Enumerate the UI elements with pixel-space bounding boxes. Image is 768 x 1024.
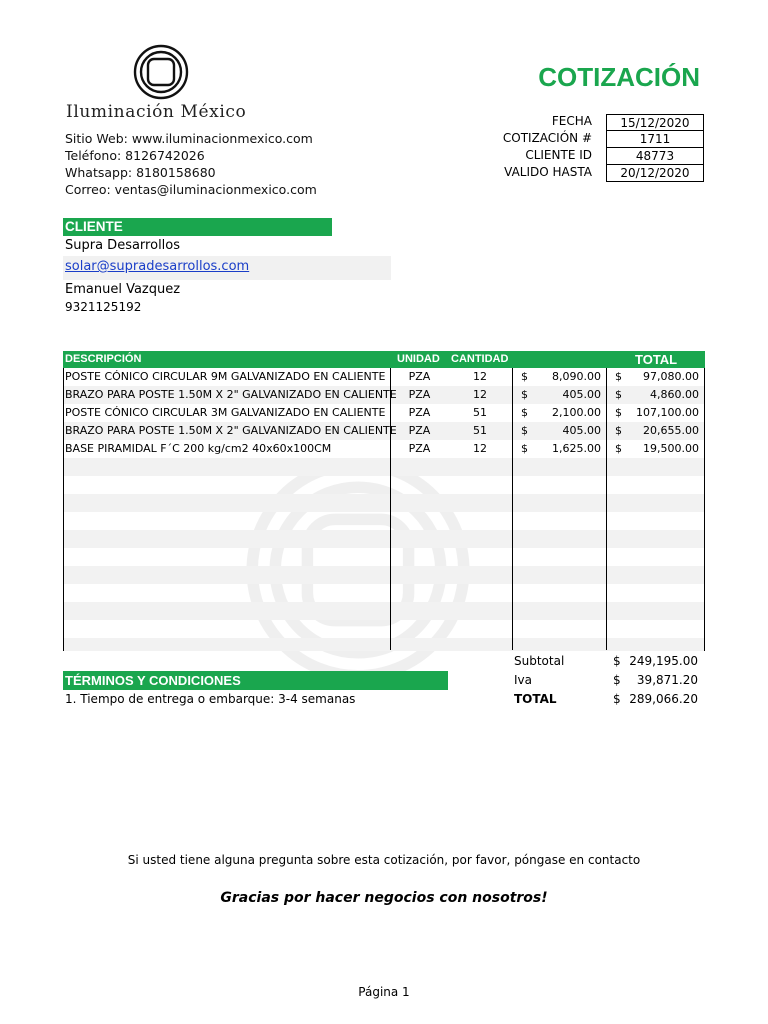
row-price-currency: $ — [521, 442, 528, 455]
grand-total-currency: $ — [613, 692, 621, 706]
row-total-currency: $ — [615, 370, 622, 383]
row-unit-price: 405.00 — [562, 424, 601, 437]
row-unit-price: 2,100.00 — [552, 406, 601, 419]
table-row — [64, 422, 704, 440]
company-phone: Teléfono: 8126742026 — [65, 148, 205, 163]
row-description: BASE PIRAMIDAL F´C 200 kg/cm2 40x60x100CM — [65, 442, 332, 455]
company-logo-icon — [133, 44, 189, 100]
tax-currency: $ — [613, 673, 621, 687]
row-unit: PZA — [408, 406, 431, 419]
table-stripe — [64, 602, 704, 620]
row-quantity: 12 — [473, 388, 487, 401]
row-price-currency: $ — [521, 388, 528, 401]
row-quantity: 12 — [473, 370, 487, 383]
company-name: Iluminación México — [66, 102, 247, 122]
table-stripe — [64, 530, 704, 548]
tax-value: 39,871.20 — [636, 673, 698, 687]
row-total-currency: $ — [615, 424, 622, 437]
subtotal-value: 249,195.00 — [629, 654, 698, 668]
row-price-currency: $ — [521, 370, 528, 383]
table-stripe — [64, 638, 704, 651]
meta-label-valid-until: VALIDO HASTA — [504, 165, 592, 179]
row-price-currency: $ — [521, 406, 528, 419]
header-quantity: CANTIDAD — [451, 353, 509, 365]
row-unit-price: 8,090.00 — [552, 370, 601, 383]
row-quantity: 51 — [473, 424, 487, 437]
meta-label-date: FECHA — [551, 114, 592, 128]
row-description: POSTE CÓNICO CIRCULAR 3M GALVANIZADO EN CALIENTE — [65, 406, 386, 419]
grand-total-label: TOTAL — [514, 692, 557, 706]
row-unit: PZA — [408, 388, 431, 401]
table-row — [64, 404, 704, 422]
company-whatsapp: Whatsapp: 8180158680 — [65, 165, 216, 180]
items-table — [63, 368, 705, 651]
client-phone: 9321125192 — [65, 300, 142, 314]
grand-total-value: 289,066.20 — [629, 692, 698, 706]
table-stripe — [64, 494, 704, 512]
tax-label: Iva — [514, 673, 532, 687]
row-unit: PZA — [408, 370, 431, 383]
table-row — [64, 368, 704, 386]
row-unit: PZA — [408, 442, 431, 455]
row-total: 107,100.00 — [636, 406, 699, 419]
meta-label-client-id: CLIENTE ID — [525, 148, 592, 162]
terms-line: 1. Tiempo de entrega o embarque: 3-4 semanas — [65, 692, 356, 706]
client-section-header: CLIENTE — [63, 218, 332, 236]
row-description: BRAZO PARA POSTE 1.50M X 2" GALVANIZADO EN CALIENTE — [65, 424, 397, 437]
header-description: DESCRIPCIÓN — [65, 353, 142, 365]
row-unit-price: 1,625.00 — [552, 442, 601, 455]
row-description: POSTE CÓNICO CIRCULAR 9M GALVANIZADO EN CALIENTE — [65, 370, 386, 383]
company-email: Correo: ventas@iluminacionmexico.com — [65, 182, 317, 197]
row-total-currency: $ — [615, 388, 622, 401]
meta-value-date: 15/12/2020 — [606, 114, 704, 131]
row-quantity: 51 — [473, 406, 487, 419]
items-table-header — [63, 351, 705, 368]
row-price-currency: $ — [521, 424, 528, 437]
row-total-currency: $ — [615, 442, 622, 455]
meta-value-client-id: 48773 — [606, 148, 704, 165]
table-stripe — [64, 566, 704, 584]
table-row — [64, 440, 704, 458]
row-unit: PZA — [408, 424, 431, 437]
page-number: Página 1 — [358, 985, 410, 999]
row-total-currency: $ — [615, 406, 622, 419]
row-total: 97,080.00 — [643, 370, 699, 383]
client-contact-name: Emanuel Vazquez — [65, 282, 181, 297]
footer-thanks: Gracias por hacer negocios con nosotros! — [220, 890, 548, 906]
footer-contact-note: Si usted tiene alguna pregunta sobre esta cotización, por favor, póngase en contacto — [127, 853, 641, 867]
header-unit: UNIDAD — [397, 353, 440, 365]
meta-label-quote-number: COTIZACIÓN # — [502, 131, 592, 145]
row-total: 4,860.00 — [650, 388, 699, 401]
client-company: Supra Desarrollos — [65, 238, 181, 253]
row-total: 20,655.00 — [643, 424, 699, 437]
table-row — [64, 386, 704, 404]
meta-value-quote-number: 1711 — [606, 131, 704, 148]
row-quantity: 12 — [473, 442, 487, 455]
meta-value-valid-until: 20/12/2020 — [606, 165, 704, 182]
row-total: 19,500.00 — [643, 442, 699, 455]
row-description: BRAZO PARA POSTE 1.50M X 2" GALVANIZADO EN CALIENTE — [65, 388, 397, 401]
document-title: COTIZACIÓN — [538, 62, 700, 92]
row-unit-price: 405.00 — [562, 388, 601, 401]
header-total: TOTAL — [635, 352, 678, 367]
company-website: Sitio Web: www.iluminacionmexico.com — [65, 131, 313, 146]
subtotal-label: Subtotal — [514, 654, 565, 668]
table-stripe — [64, 458, 704, 476]
client-email-link[interactable]: solar@supradesarrollos.com — [63, 256, 391, 280]
terms-section-header: TÉRMINOS Y CONDICIONES — [63, 671, 448, 690]
subtotal-currency: $ — [613, 654, 621, 668]
